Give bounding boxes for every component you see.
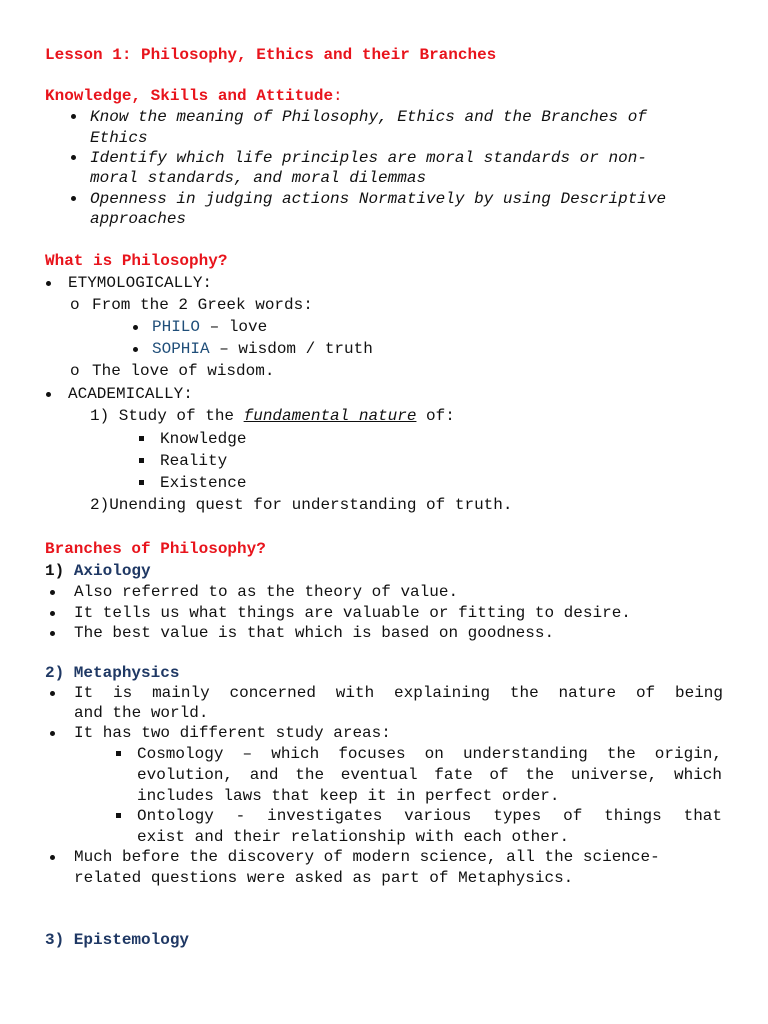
ksa-heading: Knowledge, Skills and Attitude: xyxy=(45,87,343,105)
bullet-icon xyxy=(50,611,55,616)
square-bullet-icon xyxy=(139,480,144,485)
ontology-line-1: Ontology - investigates various types of things that xyxy=(137,807,722,825)
bullet-icon xyxy=(46,392,51,397)
metaphysics-item-1-line-2: and the world. xyxy=(74,704,209,722)
philo-line: PHILO – love xyxy=(152,318,268,336)
cosmology-line-3: includes laws that keep it in perfect order. xyxy=(137,787,560,805)
branches-heading: Branches of Philosophy? xyxy=(45,540,266,558)
square-bullet-icon xyxy=(116,751,121,756)
bullet-icon xyxy=(46,281,51,286)
greek-words-label: From the 2 Greek words: xyxy=(92,296,313,314)
circle-bullet-icon: o xyxy=(70,362,80,380)
lesson-title: Lesson 1: Philosophy, Ethics and their Branches xyxy=(45,46,497,64)
axiology-item-1: Also referred to as the theory of value. xyxy=(74,583,459,601)
ksa-item-3-line-1: Openness in judging actions Normatively by using Descriptive xyxy=(90,190,667,208)
axiology-heading: 1) Axiology xyxy=(45,562,151,580)
academically-label: ACADEMICALLY: xyxy=(68,385,193,403)
sub-item-existence: Existence xyxy=(160,474,247,492)
bullet-icon xyxy=(50,590,55,595)
ksa-item-1-line-2: Ethics xyxy=(90,129,148,147)
sophia-line: SOPHIA – wisdom / truth xyxy=(152,340,373,358)
ksa-item-1-line-1: Know the meaning of Philosophy, Ethics and the Branches of xyxy=(90,108,647,126)
metaphysics-item-2: It has two different study areas: xyxy=(74,724,391,742)
study-line: 1) Study of the fundamental nature of: xyxy=(90,407,455,425)
circle-bullet-icon: o xyxy=(70,296,80,314)
cosmology-line-1: Cosmology – which focuses on understanding the origin, xyxy=(137,745,722,763)
square-bullet-icon xyxy=(139,458,144,463)
sub-item-reality: Reality xyxy=(160,452,228,470)
metaphysics-item-3-line-1: Much before the discovery of modern science, all the science- xyxy=(74,848,660,866)
bullet-icon xyxy=(50,691,55,696)
what-heading: What is Philosophy? xyxy=(45,252,228,270)
ksa-item-3-line-2: approaches xyxy=(90,210,187,228)
ksa-item-2-line-1: Identify which life principles are moral standards or non- xyxy=(90,149,647,167)
quest-line: 2)Unending quest for understanding of truth. xyxy=(90,496,513,514)
bullet-icon xyxy=(71,114,76,119)
bullet-icon xyxy=(50,855,55,860)
cosmology-line-2: evolution, and the eventual fate of the universe, which xyxy=(137,766,722,784)
bullet-icon xyxy=(133,325,138,330)
sub-item-knowledge: Knowledge xyxy=(160,430,247,448)
etymologically-label: ETYMOLOGICALLY: xyxy=(68,274,213,292)
metaphysics-item-1-line-1: It is mainly concerned with explaining the nature of being xyxy=(74,684,723,702)
square-bullet-icon xyxy=(116,813,121,818)
bullet-icon xyxy=(50,631,55,636)
bullet-icon xyxy=(133,347,138,352)
love-of-wisdom: The love of wisdom. xyxy=(92,362,275,380)
axiology-item-3: The best value is that which is based on goodness. xyxy=(74,624,555,642)
bullet-icon xyxy=(50,731,55,736)
bullet-icon xyxy=(71,196,76,201)
axiology-item-2: It tells us what things are valuable or fitting to desire. xyxy=(74,604,631,622)
bullet-icon xyxy=(71,155,76,160)
ksa-item-2-line-2: moral standards, and moral dilemmas xyxy=(90,169,427,187)
metaphysics-item-3-line-2: related questions were asked as part of Metaphysics. xyxy=(74,869,574,887)
epistemology-heading: 3) Epistemology xyxy=(45,931,190,949)
metaphysics-heading: 2) Metaphysics xyxy=(45,664,180,682)
ontology-line-2: exist and their relationship with each other. xyxy=(137,828,570,846)
square-bullet-icon xyxy=(139,436,144,441)
